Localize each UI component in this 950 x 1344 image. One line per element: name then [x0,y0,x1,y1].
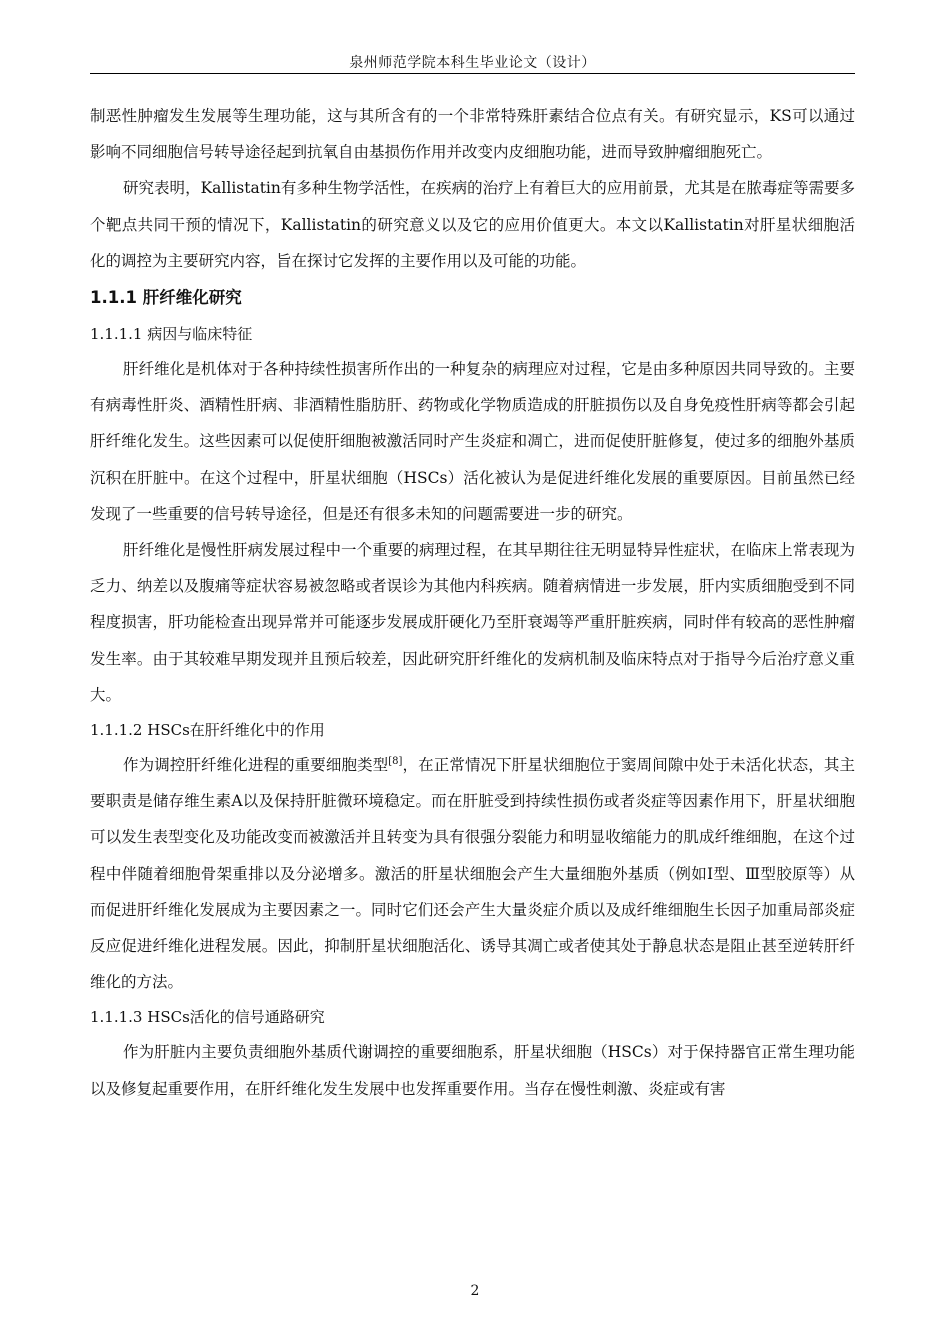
section-heading-1-1-1: 1.1.1 肝纤维化研究 [90,288,242,308]
citation-reference[interactable]: [8] [388,755,403,767]
paragraph-2: 研究表明，Kallistatin有多种生物学活性，在疾病的治疗上有着巨大的应用前景，尤其是在脓毒症等需要多个靶点共同干预的情况下，Kallistatin的研究意义以及它的应用价值更大。本文以Kallistatin对肝星状细胞活化的调控为主要研究内容，旨在探讨它发挥的主要作用以及可能的功能。 [90,179,855,270]
paragraph-1: 制恶性肿瘤发生发展等生理功能，这与其所含有的一个非常特殊肝素结合位点有关。有研究显示，KS可以通过影响不同细胞信号转导途径起到抗氧自由基损伤作用并改变内皮细胞功能，进而导致肿瘤细胞死亡。 [90,107,855,162]
paragraph-4: 肝纤维化是慢性肝病发展过程中一个重要的病理过程，在其早期往往无明显特异性症状，在临床上常表现为乏力、纳差以及腹痛等症状容易被忽略或者误诊为其他内科疾病。随着病情进一步发展，肝内实质细胞受到不同程度损害，肝功能检查出现异常并可能逐步发展成肝硬化乃至肝衰竭等严重肝脏疾病，同时伴有较高的恶性肿瘤发生率。由于其较难早期发现并且预后较差，因此研究肝纤维化的发病机制及临床特点对于指导今后治疗意义重大。 [90,541,855,704]
paragraph-5 [90,747,855,1000]
subsection-heading-1-1-1-3: 1.1.1.3 HSCs活化的信号通路研究 [90,1008,325,1027]
running-header: 泉州师范学院本科生毕业论文（设计） [349,55,596,71]
page-body [90,98,855,1107]
paragraph-3: 肝纤维化是机体对于各种持续性损害所作出的一种复杂的病理应对过程，它是由多种原因共同导致的。主要有病毒性肝炎、酒精性肝病、非酒精性脂肪肝、药物或化学物质造成的肝脏损伤以及自身免疫性肝病等都会引起肝纤维化发生。这些因素可以促使肝细胞被激活同时产生炎症和凋亡，进而促使肝脏修复，使过多的细胞外基质沉积在肝脏中。在这个过程中，肝星状细胞（HSCs）活化被认为是促进纤维化发展的重要原因。目前虽然已经发现了一些重要的信号转导途径，但是还有很多未知的问题需要进一步的研究。 [90,360,855,523]
paragraph-5-rest: ，在正常情况下肝星状细胞位于窦周间隙中处于未活化状态，其主要职责是储存维生素A以及保持肝脏微环境稳定。而在肝脏受到持续性损伤或者炎症等因素作用下，肝星状细胞可以发生表型变化及功能改变而被激活并且转变为具有很强分裂能力和明显收缩能力的肌成纤维细胞，在这个过程中伴随着细胞骨架重排以及分泌增多。激活的肝星状细胞会产生大量细胞外基质（例如Ⅰ型、Ⅲ型胶原等）从而促进肝纤维化发展成为主要因素之一。同时它们还会产生大量炎症介质以及成纤维细胞生长因子加重局部炎症反应促进纤维化进程发展。因此，抑制肝星状细胞活化、诱导其凋亡或者使其处于静息状态是阻止甚至逆转肝纤维化的方法。 [90,756,855,992]
subsection-heading-1-1-1-2: 1.1.1.2 HSCs在肝纤维化中的作用 [90,721,325,740]
header-rule [90,73,855,74]
page-number: 2 [470,1283,480,1299]
paragraph-5-lead: 作为调控肝纤维化进程的重要细胞类型 [123,756,389,775]
subsection-heading-1-1-1-1: 1.1.1.1 病因与临床特征 [90,325,253,344]
paragraph-6: 作为肝脏内主要负责细胞外基质代谢调控的重要细胞系，肝星状细胞（HSCs）对于保持器官正常生理功能以及修复起重要作用，在肝纤维化发生发展中也发挥重要作用。当存在慢性刺激、炎症或有害 [90,1043,855,1098]
